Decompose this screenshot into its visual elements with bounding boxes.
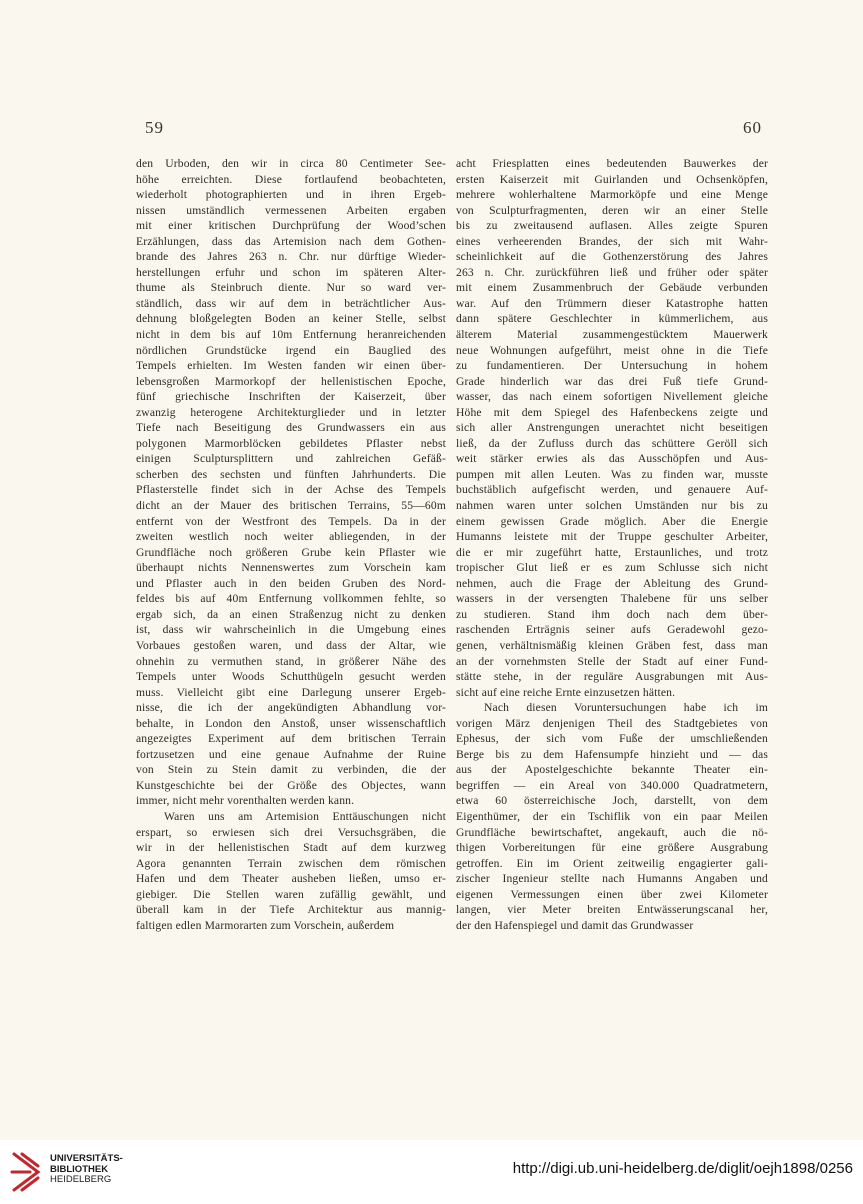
text-line: immer, nicht mehr vorenthalten werden kann. xyxy=(136,794,355,808)
text-line: dicht an der Mauer des britischen Terrains, 55—60m xyxy=(136,499,446,513)
text-line: muss. Vielleicht gibt eine Darlegung unserer Ergeb- xyxy=(136,685,446,699)
text-line: pumpen mit allen Leuten. Was zu finden war, musste xyxy=(456,467,768,481)
text-line: die er mir zugeführt hatte, Erstaunliches, und trotz xyxy=(456,545,768,559)
text-line: nisse, die ich der angekündigten Abhandlung vor- xyxy=(136,701,446,715)
text-line: acht Friesplatten eines bedeutenden Bauwerkes der xyxy=(456,157,768,170)
text-line: ständlich, dass wir auf dem in beträchtlicher Aus- xyxy=(136,296,446,310)
text-line: brande des Jahres 263 n. Chr. nur dürftige Wieder- xyxy=(136,250,446,264)
text-line: nördlichen Grundstücke irgend ein Bauglied des xyxy=(136,343,446,357)
text-line: 263 n. Chr. zurückführen ließ und früher oder später xyxy=(456,265,768,279)
text-line: nahmen waren unter solchen Umständen nur bis zu xyxy=(456,499,768,513)
text-line: Kunstgeschichte bei der Größe des Objectes, wann xyxy=(136,778,446,792)
text-line: feldes bis auf 40m Entfernung vollkommen fehlte, so xyxy=(136,592,446,606)
library-name-line3: HEIDELBERG xyxy=(50,1174,112,1185)
text-line: aus der Apostelgeschichte bekannte Theater ein- xyxy=(456,763,768,777)
text-line: lebensgroßen Marmorkopf der hellenistischen Epoche, xyxy=(136,374,446,388)
text-line: ersten Kaiserzeit mit Guirlanden und Ochsenköpfen, xyxy=(456,172,768,186)
source-url-link[interactable]: http://digi.ub.uni-heidelberg.de/diglit/oejh1898/0256 xyxy=(512,1160,853,1177)
text-line: raschenden Erträgnis seiner aufs Geradewohl gezo- xyxy=(456,623,768,637)
text-line: thume als Steinbruch diente. Nur so ward ver- xyxy=(136,281,446,295)
text-line: Tempels unter Woods Schutthügeln gesucht werden xyxy=(136,670,446,684)
text-line: Pflasterstelle findet sich in der Achse des Tempels xyxy=(136,483,446,497)
text-line: Tempels erhielten. Im Westen fanden wir einen über- xyxy=(136,359,446,373)
text-line: Erzählungen, dass das Artemision nach dem Gothen- xyxy=(136,234,446,248)
text-line: mit einer kritischen Durchprüfung der Wood’schen xyxy=(136,219,446,233)
text-line: ließ, da der Zufluss durch das schüttere Geröll sich xyxy=(456,436,768,450)
text-line: buchstäblich aufgefischt werden, und genauere Auf- xyxy=(456,483,768,497)
text-column-right xyxy=(456,156,768,933)
text-line: Agora genannten Terrain zwischen dem römischen xyxy=(136,856,446,870)
text-line: entfernt von der Westfront des Tempels. Da in der xyxy=(136,514,446,528)
text-line: ergab sich, da an einen Straßenzug nicht zu denken xyxy=(136,607,446,621)
library-name-line2: BIBLIOTHEK xyxy=(50,1163,109,1175)
text-line: ist, dass wir wahrscheinlich in die Umgebung eines xyxy=(136,623,446,637)
text-line: erspart, so erwiesen sich drei Versuchsgräben, die xyxy=(136,825,446,839)
text-line: zu fundamentieren. Der Untersuchung in hohem xyxy=(456,359,768,373)
text-line: Grundfläche noch größeren Grube kein Pflaster wie xyxy=(136,545,446,559)
footer-bar xyxy=(0,1140,863,1204)
text-line: Humanns leistete mit der Truppe geschulter Arbeiter, xyxy=(456,530,768,544)
text-line: sicht auf eine reiche Ernte einzusetzen hätten. xyxy=(456,685,676,699)
text-line: begriffen — ein Areal von 340.000 Quadratmetern, xyxy=(456,778,768,792)
text-line: höhe erreichten. Diese fortlaufend beobachteten, xyxy=(136,172,446,186)
text-line: Höhe mit dem Spiegel des Hafenbeckens zeigte und xyxy=(456,405,768,419)
text-line: an der vornehmsten Stelle der Stadt auf einer Fund- xyxy=(456,654,768,668)
text-line: wasser, das nach einem sofortigen Nivellement gleiche xyxy=(456,390,768,404)
text-line: stätte stehe, in der reguläre Ausgrabungen mit Aus- xyxy=(456,670,768,684)
text-line: fünf griechische Inschriften der Kaiserzeit, über xyxy=(136,390,446,404)
text-line: nehmen, auch die Frage der Ableitung des Grund- xyxy=(456,576,768,590)
text-line: faltigen edlen Marmorarten zum Vorschein, außerdem xyxy=(136,918,395,932)
text-line: giebiger. Die Stellen waren zufällig gewählt, und xyxy=(136,887,446,901)
text-line: Grade hinderlich war das drei Fuß tiefe Grund- xyxy=(456,374,768,388)
text-line: Grundfläche bewirtschaftet, angekauft, auch die nö- xyxy=(456,825,768,839)
text-line: fortzusetzen und eine genaue Aufnahme der Ruine xyxy=(136,747,446,761)
text-line: den Urboden, den wir in circa 80 Centimeter See- xyxy=(136,157,446,170)
text-line: Berge bis zu dem Hafensumpfe hinzieht und — das xyxy=(456,747,768,761)
text-line: Eigenthümer, der ein Tschiflik von ein paar Meilen xyxy=(456,809,768,823)
text-line: mehrere wohlerhaltene Marmorköpfe und eine Menge xyxy=(456,188,768,202)
text-line: behalte, in London den Anstoß, unser wissenschaftlich xyxy=(136,716,446,730)
text-line: tropischer Glut ließ er es zum Schlusse sich nicht xyxy=(456,561,768,575)
library-name xyxy=(50,1154,123,1186)
text-line: vorigen März denjenigen Theil des Stadtgebietes von xyxy=(456,716,768,730)
text-line: langen, vier Meter breiten Entwässerungscanal her, xyxy=(456,903,768,917)
text-line: getroffen. Ein im Orient zeitweilig engagierter gali- xyxy=(456,856,768,870)
text-line: dehnung bloßgelegten Boden an keiner Stelle, selbst xyxy=(136,312,446,326)
text-line: von Stein zu Stein damit zu verbinden, die der xyxy=(136,763,446,777)
text-line: überhaupt nichts Nennenswertes zum Vorschein kam xyxy=(136,561,446,575)
heidelberg-library-logo-icon xyxy=(8,1148,44,1196)
text-line: nissen umständlich vermessenen Arbeiten ergaben xyxy=(136,203,446,217)
text-line: Nach diesen Voruntersuchungen habe ich im xyxy=(484,701,768,715)
text-line: sich aller Anstrengungen unerachtet nicht beseitigen xyxy=(456,421,768,435)
text-line: war. Auf den Trümmern dieser Katastrophe hatten xyxy=(456,296,768,310)
text-line: genen, verhältnismäßig kleinen Gräben fest, dass man xyxy=(456,638,768,652)
page-number-left: 59 xyxy=(145,118,164,137)
text-line: eigenen Vermessungen einen über zwei Kilometer xyxy=(456,887,768,901)
page-number-right: 60 xyxy=(743,118,762,137)
text-line: Waren uns am Artemision Enttäuschungen nicht xyxy=(164,809,446,823)
text-line: bis zu zweitausend auflasen. Alles zeigte Spuren xyxy=(456,219,768,233)
text-line: weit stärker erwies als das Ausschöpfen und Aus- xyxy=(456,452,768,466)
text-line: etwa 60 österreichische Joch, darstellt, von dem xyxy=(456,794,768,808)
text-line: einigen Sculptursplittern und zahlreichen Gefäß- xyxy=(136,452,446,466)
text-line: scheinlichkeit auf die Gothenzerstörung des Jahres xyxy=(456,250,768,264)
text-line: und Pflaster auch in den beiden Gruben des Nord- xyxy=(136,576,446,590)
text-line: ohnehin zu vermuthen stand, in größerer Nähe des xyxy=(136,654,446,668)
library-name-line1: UNIVERSITÄTS- xyxy=(50,1153,123,1164)
text-line: nicht in dem bis auf 10m Entfernung heranreichenden xyxy=(136,328,446,342)
text-line: zwanzig heterogene Architekturglieder und in letzter xyxy=(136,405,446,419)
text-line: überall kam in der Tiefe Architektur aus mannig- xyxy=(136,903,446,917)
text-line: mit einem Zusammenbruch der Gebäude verbunden xyxy=(456,281,768,295)
text-line: einem gewissen Grade möglich. Aber die Energie xyxy=(456,514,768,528)
text-line: angezeigtes Experiment auf dem britischen Terrain xyxy=(136,732,446,746)
text-line: wassers in der versengten Thalebene für uns selber xyxy=(456,592,768,606)
text-line: scherben des sechsten und fünften Jahrhunderts. Die xyxy=(136,467,446,481)
text-line: herstellungen erfuhr und schon im späteren Alter- xyxy=(136,265,446,279)
text-line: wiederholt photographierten und in ihren Ergeb- xyxy=(136,188,446,202)
text-line: thigen Vorbereitungen für eine größere Ausgrabung xyxy=(456,841,768,855)
text-line: älterem Material zusammengestücktem Mauerwerk xyxy=(456,328,768,342)
text-line: zischer Ingenieur stellte nach Humanns Angaben und xyxy=(456,872,768,886)
text-line: der den Hafenspiegel und damit das Grundwasser xyxy=(456,918,694,932)
text-line: polygonen Marmorblöcken gebildetes Pflaster nebst xyxy=(136,436,446,450)
text-line: zweiten westlich noch weiter abliegenden, in der xyxy=(136,530,446,544)
text-line: neue Wohnungen aufgeführt, meist ohne in die Tiefe xyxy=(456,343,768,357)
text-line: Ephesus, der sich vom Fuße der umschließenden xyxy=(456,732,768,746)
text-line: Hafen und dem Theater ausheben ließen, umso er- xyxy=(136,872,446,886)
text-column-left xyxy=(136,156,446,933)
text-line: Vorbaues gestoßen waren, und dass der Altar, wie xyxy=(136,638,446,652)
text-line: eines verheerenden Brandes, der sich mit Wahr- xyxy=(456,234,768,248)
text-line: zu studieren. Stand ihm doch nach dem über- xyxy=(456,607,768,621)
text-line: wir in der hellenistischen Stadt auf dem kurzweg xyxy=(136,841,446,855)
text-line: dann spätere Geschlechter in kümmerlichem, aus xyxy=(456,312,768,326)
text-line: von Sculpturfragmenten, deren wir an einer Stelle xyxy=(456,203,768,217)
text-line: Tiefe nach Beseitigung des Grundwassers ein aus xyxy=(136,421,446,435)
